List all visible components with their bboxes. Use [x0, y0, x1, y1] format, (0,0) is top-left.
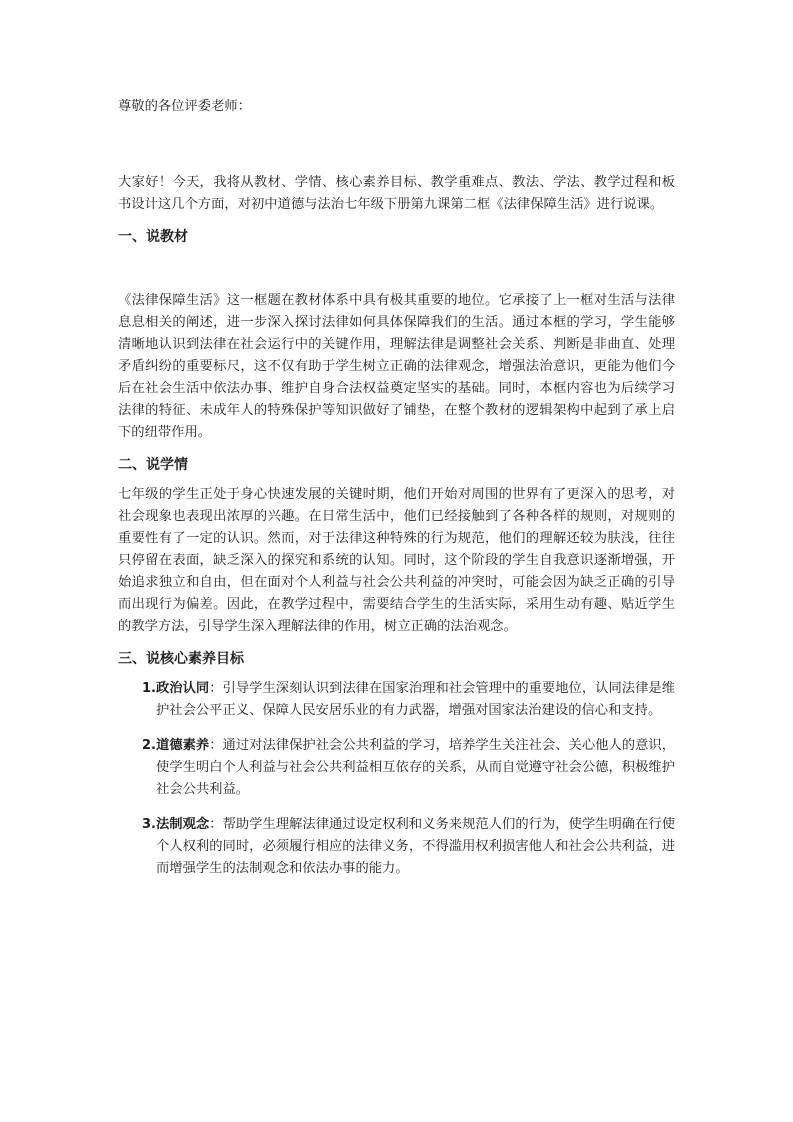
section-heading-textbook: 一、说教材: [118, 229, 188, 245]
list-number: 2.: [142, 738, 156, 753]
section-body-textbook: 《法律保障生活》这一框题在教材体系中具有极其重要的地位。它承接了上一框对生活与法律息息相关的阐述，进一步深入探讨法律如何具体保障我们的生活。通过本框的学习，学生能够清晰地认识到法律在社会运行中的关键作用，理解法律是调整社会关系、判断是非曲直、处理矛盾纠纷的重要标尺，这不仅有助于学生树立正确的法律观念，增强法治意识，更能为他们今后在社会生活中依法办事、维护自身合法权益奠定坚实的基础。同时，本框内容也为后续学习法律的特征、未成年人的特殊保护等知识做好了铺垫，在整个教材的逻辑架构中起到了承上启下的纽带作用。: [118, 293, 675, 440]
list-number: 3.: [142, 817, 156, 832]
goal-text: ：帮助学生理解法律通过设定权利和义务来规范人们的行为，使学生明确在行使个人权利的同时，必须履行相应的法律义务，不得滥用权利损害他人和社会公共利益，进而增强学生的法制观念和依法办事的能力。: [156, 817, 676, 876]
goals-list: [118, 678, 675, 880]
section-heading-students: 二、说学情: [118, 457, 188, 473]
list-item: [118, 814, 675, 880]
goal-term: 道德素养: [156, 738, 210, 753]
goal-term: 政治认同: [156, 681, 210, 696]
goal-text: ：引导学生深刻认识到法律在国家治理和社会管理中的重要地位，认同法律是维护社会公平正义、保障人民安居乐业的有力武器，增强对国家法治建设的信心和支持。: [156, 681, 676, 718]
list-number: 1.: [142, 681, 156, 696]
section-body-students: 七年级的学生正处于身心快速发展的关键时期，他们开始对周围的世界有了更深入的思考，对社会现象也表现出浓厚的兴趣。在日常生活中，他们已经接触到了各种各样的规则，对规则的重要性有了一定的认识。然而，对于法律这种特殊的行为规范，他们的理解还较为肤浅，往往只停留在表面，缺乏深入的探究和系统的认知。同时，这个阶段的学生自我意识逐渐增强，开始追求独立和自由，但在面对个人利益与社会公共利益的冲突时，可能会因为缺乏正确的引导而出现行为偏差。因此，在教学过程中，需要结合学生的生活实际，采用生动有趣、贴近学生的教学方法，引导学生深入理解法律的作用，树立正确的法治观念。: [118, 487, 675, 634]
goal-term: 法制观念: [156, 817, 210, 832]
list-item: [118, 735, 675, 801]
greeting: 尊敬的各位评委老师：: [118, 99, 251, 114]
list-item: [118, 678, 675, 722]
goal-text: ：通过对法律保护社会公共利益的学习，培养学生关注社会、关心他人的意识，使学生明白个人利益与社会公共利益相互依存的关系，从而自觉遵守社会公德，积极维护社会公共利益。: [156, 738, 676, 797]
intro-paragraph: 大家好！今天，我将从教材、学情、核心素养目标、教学重难点、教法、学法、教学过程和板书设计这几个方面，对初中道德与法治七年级下册第九课第二框《法律保障生活》进行说课。: [118, 175, 675, 212]
section-heading-goals: 三、说核心素养目标: [118, 651, 244, 667]
